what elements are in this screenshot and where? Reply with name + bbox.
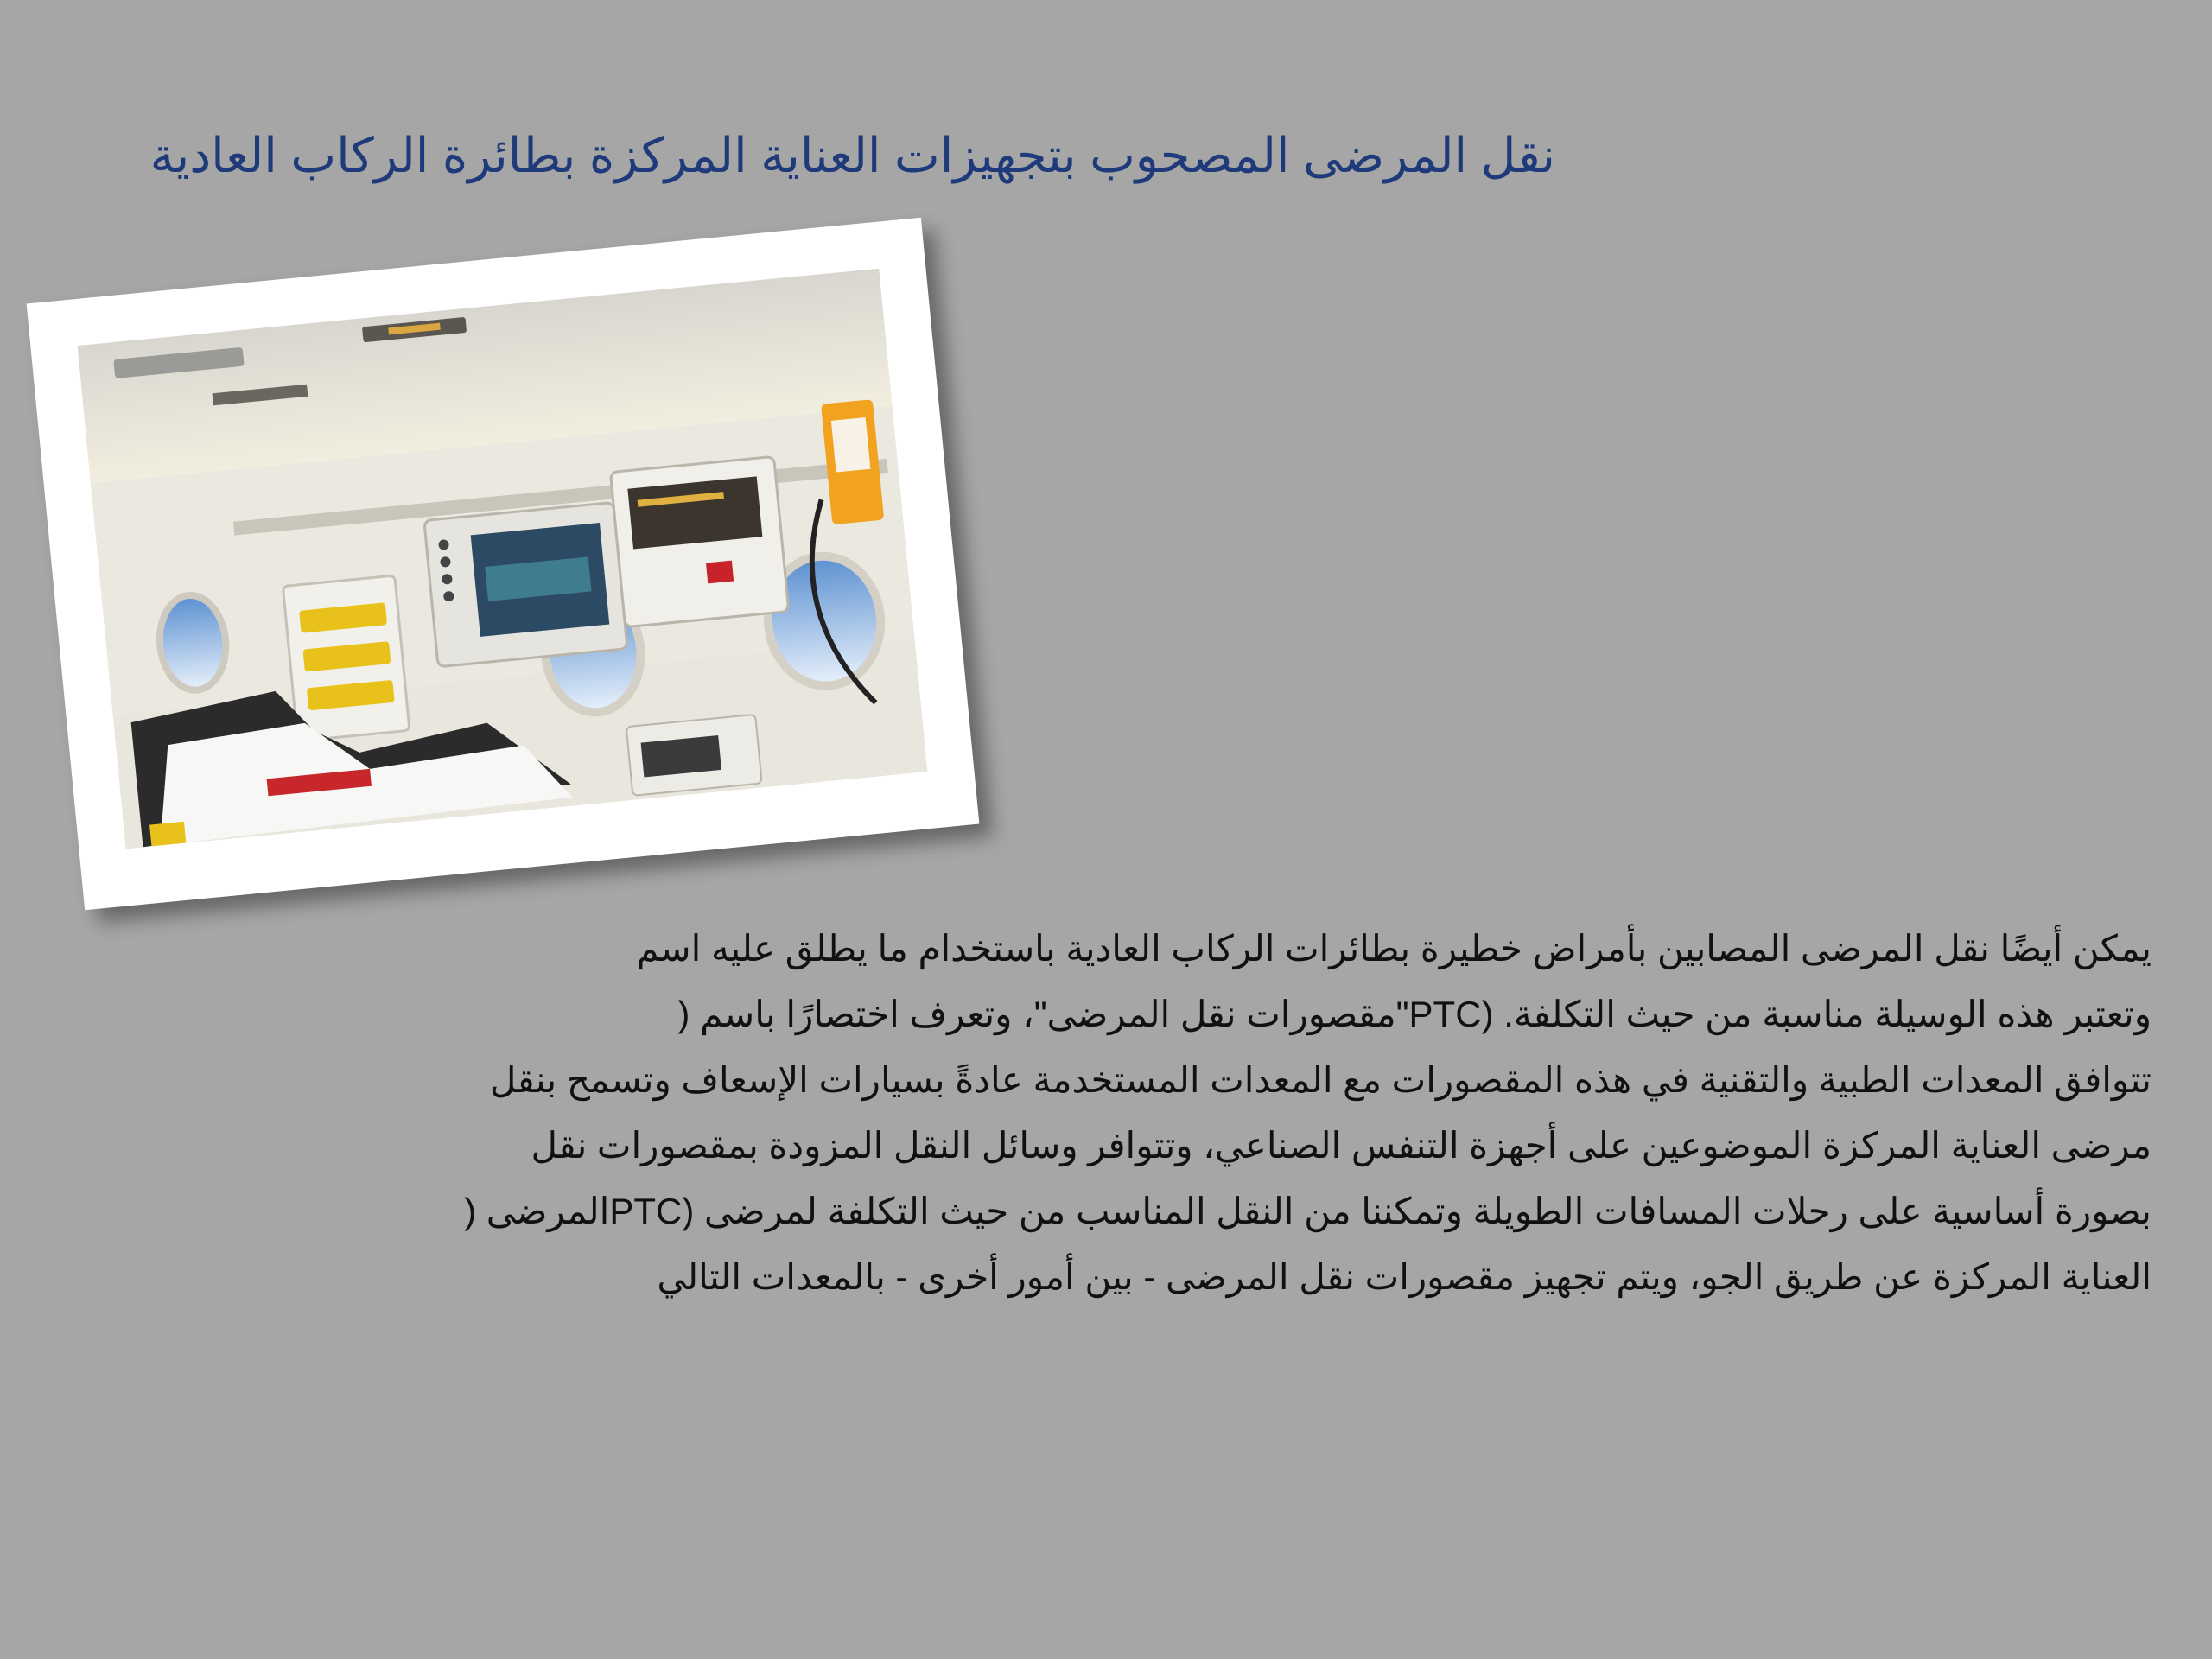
paragraph-line: بصورة أساسية على رحلات المسافات الطويلة وتمكننا من النقل المناسب من حيث التكلفة لمرضى (PTCالمرضى ( [464,1191,2152,1231]
paragraph-line: العناية المركزة عن طريق الجو، ويتم تجهيز مقصورات نقل المرضى - بين أمور أخرى - بالمعدات التالي [657,1256,2152,1297]
paragraph-line: يمكن أيضًا نقل المرضى المصابين بأمراض خطيرة بطائرات الركاب العادية باستخدام ما يطلق عليه اسم [636,928,2152,969]
cabin-photo [78,269,928,849]
paragraph-line: وتعتبر هذه الوسيلة مناسبة من حيث التكلفة. (PTC"مقصورات نقل المرضى"، وتعرف اختصارًا باسم ( [677,994,2152,1034]
photo-frame [27,218,980,910]
body-paragraph [130,916,2152,1310]
paragraph-line: تتوافق المعدات الطبية والتقنية في هذه المقصورات مع المعدات المستخدمة عادةً بسيارات الإسعاف وتسمح بنقل [489,1059,2152,1100]
slide-title: نقل المرضى المصحوب بتجهيزات العناية المركزة بطائرة الركاب العادية [149,128,1555,182]
medical-cabin-illustration [78,269,928,849]
paragraph-line: مرضى العناية المركزة الموضوعين على أجهزة التنفس الصناعي، وتتوافر وسائل النقل المزودة بمقصورات نقل [531,1125,2152,1166]
